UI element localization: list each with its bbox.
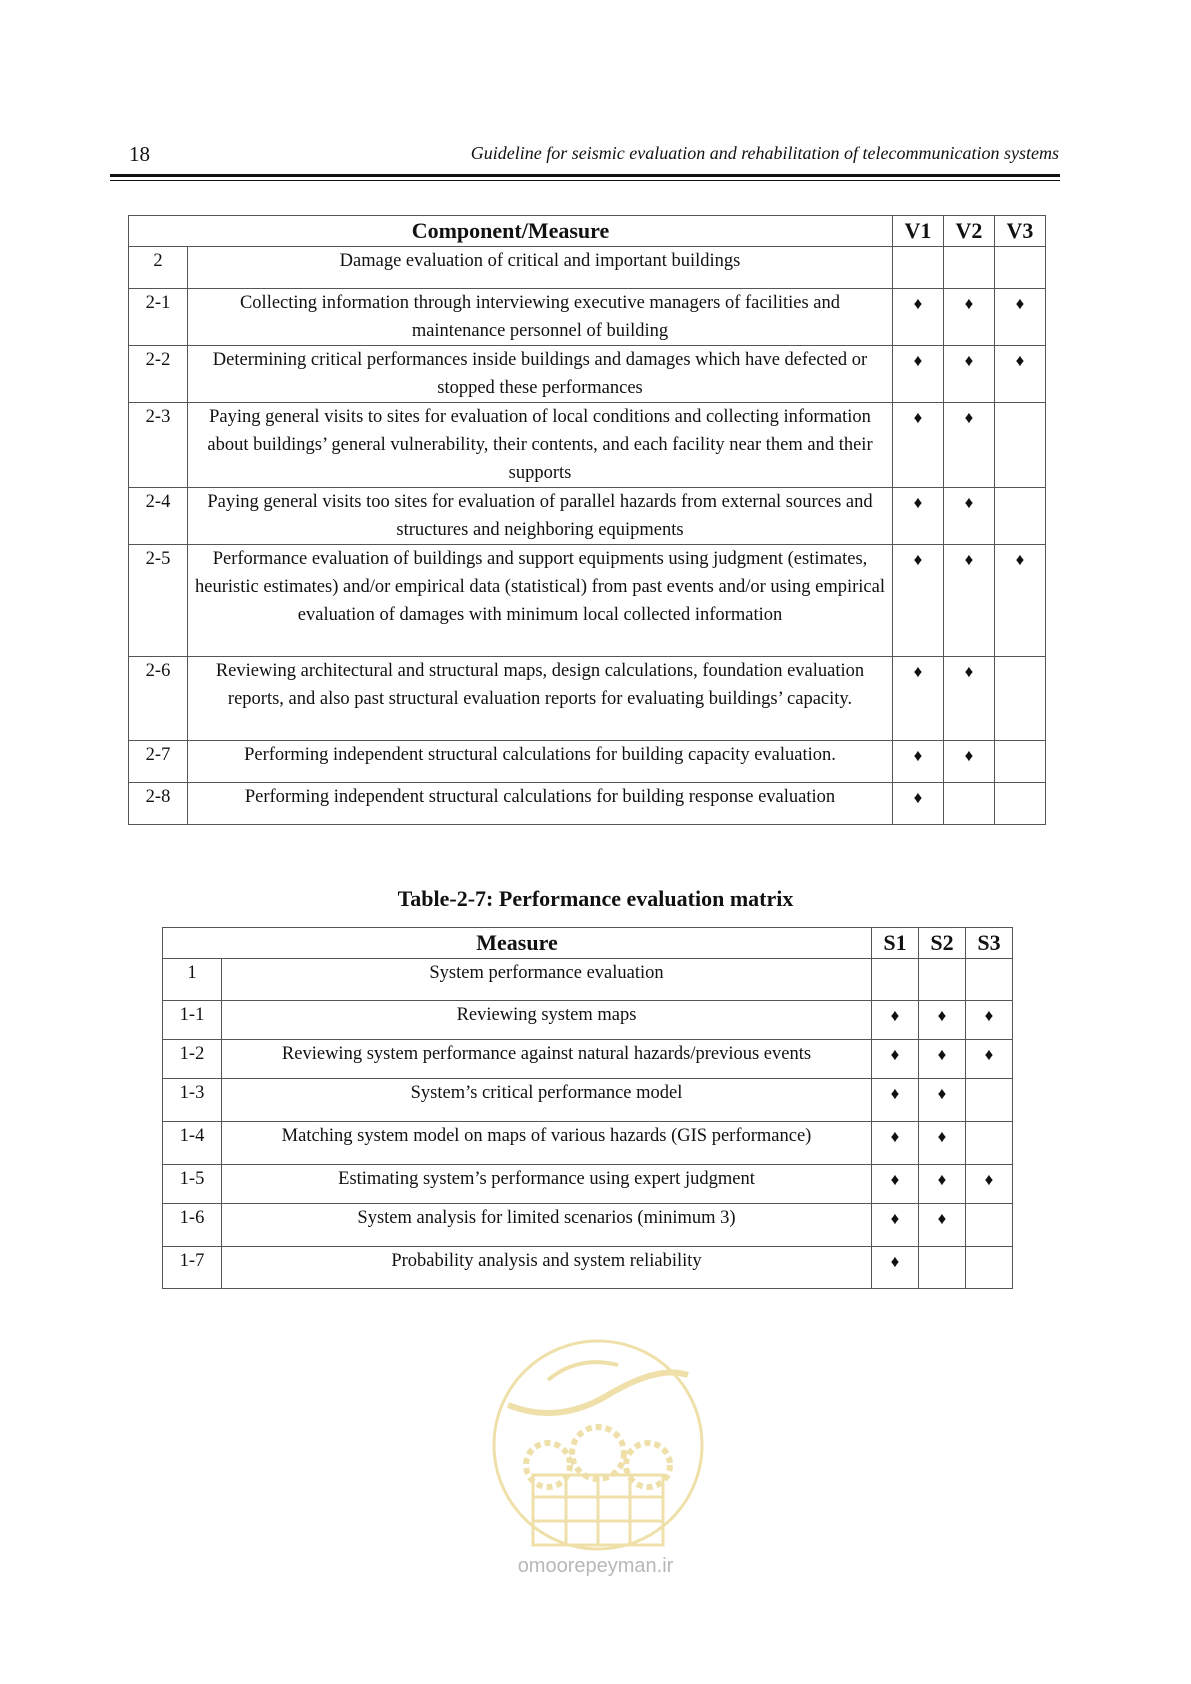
diamond-mark-cell: ♦ bbox=[919, 1001, 966, 1040]
row-description: System’s critical performance model bbox=[222, 1079, 872, 1122]
table-row bbox=[129, 657, 1046, 741]
running-title: Guideline for seismic evaluation and rehabilitation of telecommunication systems bbox=[470, 143, 1059, 163]
component-measure-table bbox=[128, 215, 1046, 825]
diamond-mark-cell: ♦ bbox=[919, 1122, 966, 1165]
diamond-mark-cell: ♦ bbox=[966, 1165, 1013, 1204]
row-number: 2-7 bbox=[129, 741, 188, 783]
diamond-mark-cell: ♦ bbox=[893, 403, 944, 488]
diamond-mark-cell: ♦ bbox=[872, 1204, 919, 1247]
column-header-v3: V3 bbox=[995, 216, 1046, 247]
watermark-logo-icon bbox=[488, 1335, 708, 1585]
diamond-mark-cell: ♦ bbox=[966, 1040, 1013, 1079]
table-caption: Table-2-7: Performance evaluation matrix bbox=[397, 886, 794, 911]
row-description: Paying general visits too sites for evaluation of parallel hazards from external sources and structures and neighboring equipments bbox=[188, 488, 893, 545]
diamond-mark-cell: ♦ bbox=[872, 1040, 919, 1079]
table-row bbox=[163, 959, 1013, 1001]
header-rule-thick bbox=[110, 174, 1060, 177]
diamond-mark-cell bbox=[966, 1247, 1013, 1289]
row-description: Probability analysis and system reliability bbox=[222, 1247, 872, 1289]
diamond-mark-cell bbox=[995, 741, 1046, 783]
table-row bbox=[163, 1079, 1013, 1122]
table-header-row bbox=[129, 216, 1046, 247]
row-description: Reviewing system performance against natural hazards/previous events bbox=[222, 1040, 872, 1079]
diamond-mark-cell: ♦ bbox=[966, 1001, 1013, 1040]
diamond-mark-cell: ♦ bbox=[995, 545, 1046, 657]
diamond-mark-cell: ♦ bbox=[944, 657, 995, 741]
table-row bbox=[129, 741, 1046, 783]
diamond-mark-cell bbox=[919, 959, 966, 1001]
diamond-mark-cell: ♦ bbox=[995, 346, 1046, 403]
diamond-mark-cell: ♦ bbox=[944, 741, 995, 783]
row-number: 2-6 bbox=[129, 657, 188, 741]
diamond-mark-cell bbox=[893, 247, 944, 289]
table-row bbox=[129, 403, 1046, 488]
diamond-mark-cell bbox=[995, 403, 1046, 488]
diamond-mark-cell: ♦ bbox=[919, 1204, 966, 1247]
table-row bbox=[129, 247, 1046, 289]
row-number: 1-5 bbox=[163, 1165, 222, 1204]
table-row bbox=[163, 1247, 1013, 1289]
diamond-mark-cell: ♦ bbox=[872, 1001, 919, 1040]
diamond-mark-cell: ♦ bbox=[893, 346, 944, 403]
row-number: 2 bbox=[129, 247, 188, 289]
diamond-mark-cell bbox=[995, 783, 1046, 825]
page-number: 18 bbox=[129, 142, 150, 166]
table-header-row bbox=[163, 928, 1013, 959]
diamond-mark-cell: ♦ bbox=[944, 488, 995, 545]
table-row bbox=[129, 289, 1046, 346]
row-description: Performing independent structural calculations for building capacity evaluation. bbox=[188, 741, 893, 783]
diamond-mark-cell bbox=[944, 783, 995, 825]
diamond-mark-cell: ♦ bbox=[995, 289, 1046, 346]
table-row bbox=[163, 1040, 1013, 1079]
diamond-mark-cell: ♦ bbox=[893, 289, 944, 346]
diamond-mark-cell: ♦ bbox=[919, 1079, 966, 1122]
diamond-mark-cell bbox=[995, 657, 1046, 741]
table-row bbox=[129, 783, 1046, 825]
table-row bbox=[163, 1122, 1013, 1165]
diamond-mark-cell: ♦ bbox=[944, 346, 995, 403]
table-row bbox=[163, 1204, 1013, 1247]
row-description: Reviewing system maps bbox=[222, 1001, 872, 1040]
performance-matrix-table bbox=[162, 927, 1013, 1289]
diamond-mark-cell: ♦ bbox=[893, 657, 944, 741]
diamond-mark-cell: ♦ bbox=[944, 403, 995, 488]
diamond-mark-cell: ♦ bbox=[872, 1247, 919, 1289]
row-description: Performing independent structural calculations for building response evaluation bbox=[188, 783, 893, 825]
row-description: System performance evaluation bbox=[222, 959, 872, 1001]
row-number: 2-3 bbox=[129, 403, 188, 488]
row-description: Damage evaluation of critical and important buildings bbox=[188, 247, 893, 289]
diamond-mark-cell: ♦ bbox=[872, 1122, 919, 1165]
watermark-text: omoorepeyman.ir bbox=[517, 1555, 674, 1577]
table-row bbox=[129, 545, 1046, 657]
diamond-mark-cell bbox=[919, 1247, 966, 1289]
diamond-mark-cell bbox=[966, 1079, 1013, 1122]
column-header-s1: S1 bbox=[872, 928, 919, 959]
row-number: 1-4 bbox=[163, 1122, 222, 1165]
diamond-mark-cell: ♦ bbox=[893, 545, 944, 657]
row-description: Performance evaluation of buildings and support equipments using judgment (estimates, heuristic estimates) and/or empirical data (statistical) from past events and/or using empirical evaluation of damages with minimum local collected information bbox=[188, 545, 893, 657]
table-row bbox=[163, 1001, 1013, 1040]
table-row bbox=[129, 346, 1046, 403]
row-number: 2-4 bbox=[129, 488, 188, 545]
table-row bbox=[129, 488, 1046, 545]
diamond-mark-cell: ♦ bbox=[893, 741, 944, 783]
table-row bbox=[163, 1165, 1013, 1204]
column-header-measure: Component/Measure bbox=[129, 216, 893, 247]
column-header-measure: Measure bbox=[163, 928, 872, 959]
row-number: 1-1 bbox=[163, 1001, 222, 1040]
header-rule-thin bbox=[110, 180, 1060, 181]
row-number: 1-3 bbox=[163, 1079, 222, 1122]
row-number: 1 bbox=[163, 959, 222, 1001]
row-description: Estimating system’s performance using expert judgment bbox=[222, 1165, 872, 1204]
diamond-mark-cell bbox=[872, 959, 919, 1001]
diamond-mark-cell bbox=[995, 247, 1046, 289]
diamond-mark-cell: ♦ bbox=[944, 545, 995, 657]
diamond-mark-cell: ♦ bbox=[893, 783, 944, 825]
row-number: 2-1 bbox=[129, 289, 188, 346]
row-description: Matching system model on maps of various hazards (GIS performance) bbox=[222, 1122, 872, 1165]
column-header-v1: V1 bbox=[893, 216, 944, 247]
row-number: 1-2 bbox=[163, 1040, 222, 1079]
diamond-mark-cell bbox=[944, 247, 995, 289]
row-description: System analysis for limited scenarios (minimum 3) bbox=[222, 1204, 872, 1247]
diamond-mark-cell: ♦ bbox=[944, 289, 995, 346]
row-number: 2-5 bbox=[129, 545, 188, 657]
column-header-s3: S3 bbox=[966, 928, 1013, 959]
row-number: 2-8 bbox=[129, 783, 188, 825]
row-number: 1-7 bbox=[163, 1247, 222, 1289]
diamond-mark-cell bbox=[966, 1122, 1013, 1165]
diamond-mark-cell: ♦ bbox=[872, 1165, 919, 1204]
diamond-mark-cell: ♦ bbox=[872, 1079, 919, 1122]
row-description: Collecting information through interviewing executive managers of facilities and maintenance personnel of building bbox=[188, 289, 893, 346]
diamond-mark-cell bbox=[966, 959, 1013, 1001]
column-header-v2: V2 bbox=[944, 216, 995, 247]
diamond-mark-cell: ♦ bbox=[919, 1040, 966, 1079]
diamond-mark-cell: ♦ bbox=[893, 488, 944, 545]
row-number: 2-2 bbox=[129, 346, 188, 403]
row-number: 1-6 bbox=[163, 1204, 222, 1247]
row-description: Reviewing architectural and structural maps, design calculations, foundation evaluation reports, and also past structural evaluation reports for evaluating buildings’ capacity. bbox=[188, 657, 893, 741]
diamond-mark-cell: ♦ bbox=[919, 1165, 966, 1204]
diamond-mark-cell bbox=[995, 488, 1046, 545]
column-header-s2: S2 bbox=[919, 928, 966, 959]
diamond-mark-cell bbox=[966, 1204, 1013, 1247]
row-description: Paying general visits to sites for evaluation of local conditions and collecting information about buildings’ general vulnerability, their contents, and each facility near them and their supports bbox=[188, 403, 893, 488]
row-description: Determining critical performances inside buildings and damages which have defected or stopped these performances bbox=[188, 346, 893, 403]
